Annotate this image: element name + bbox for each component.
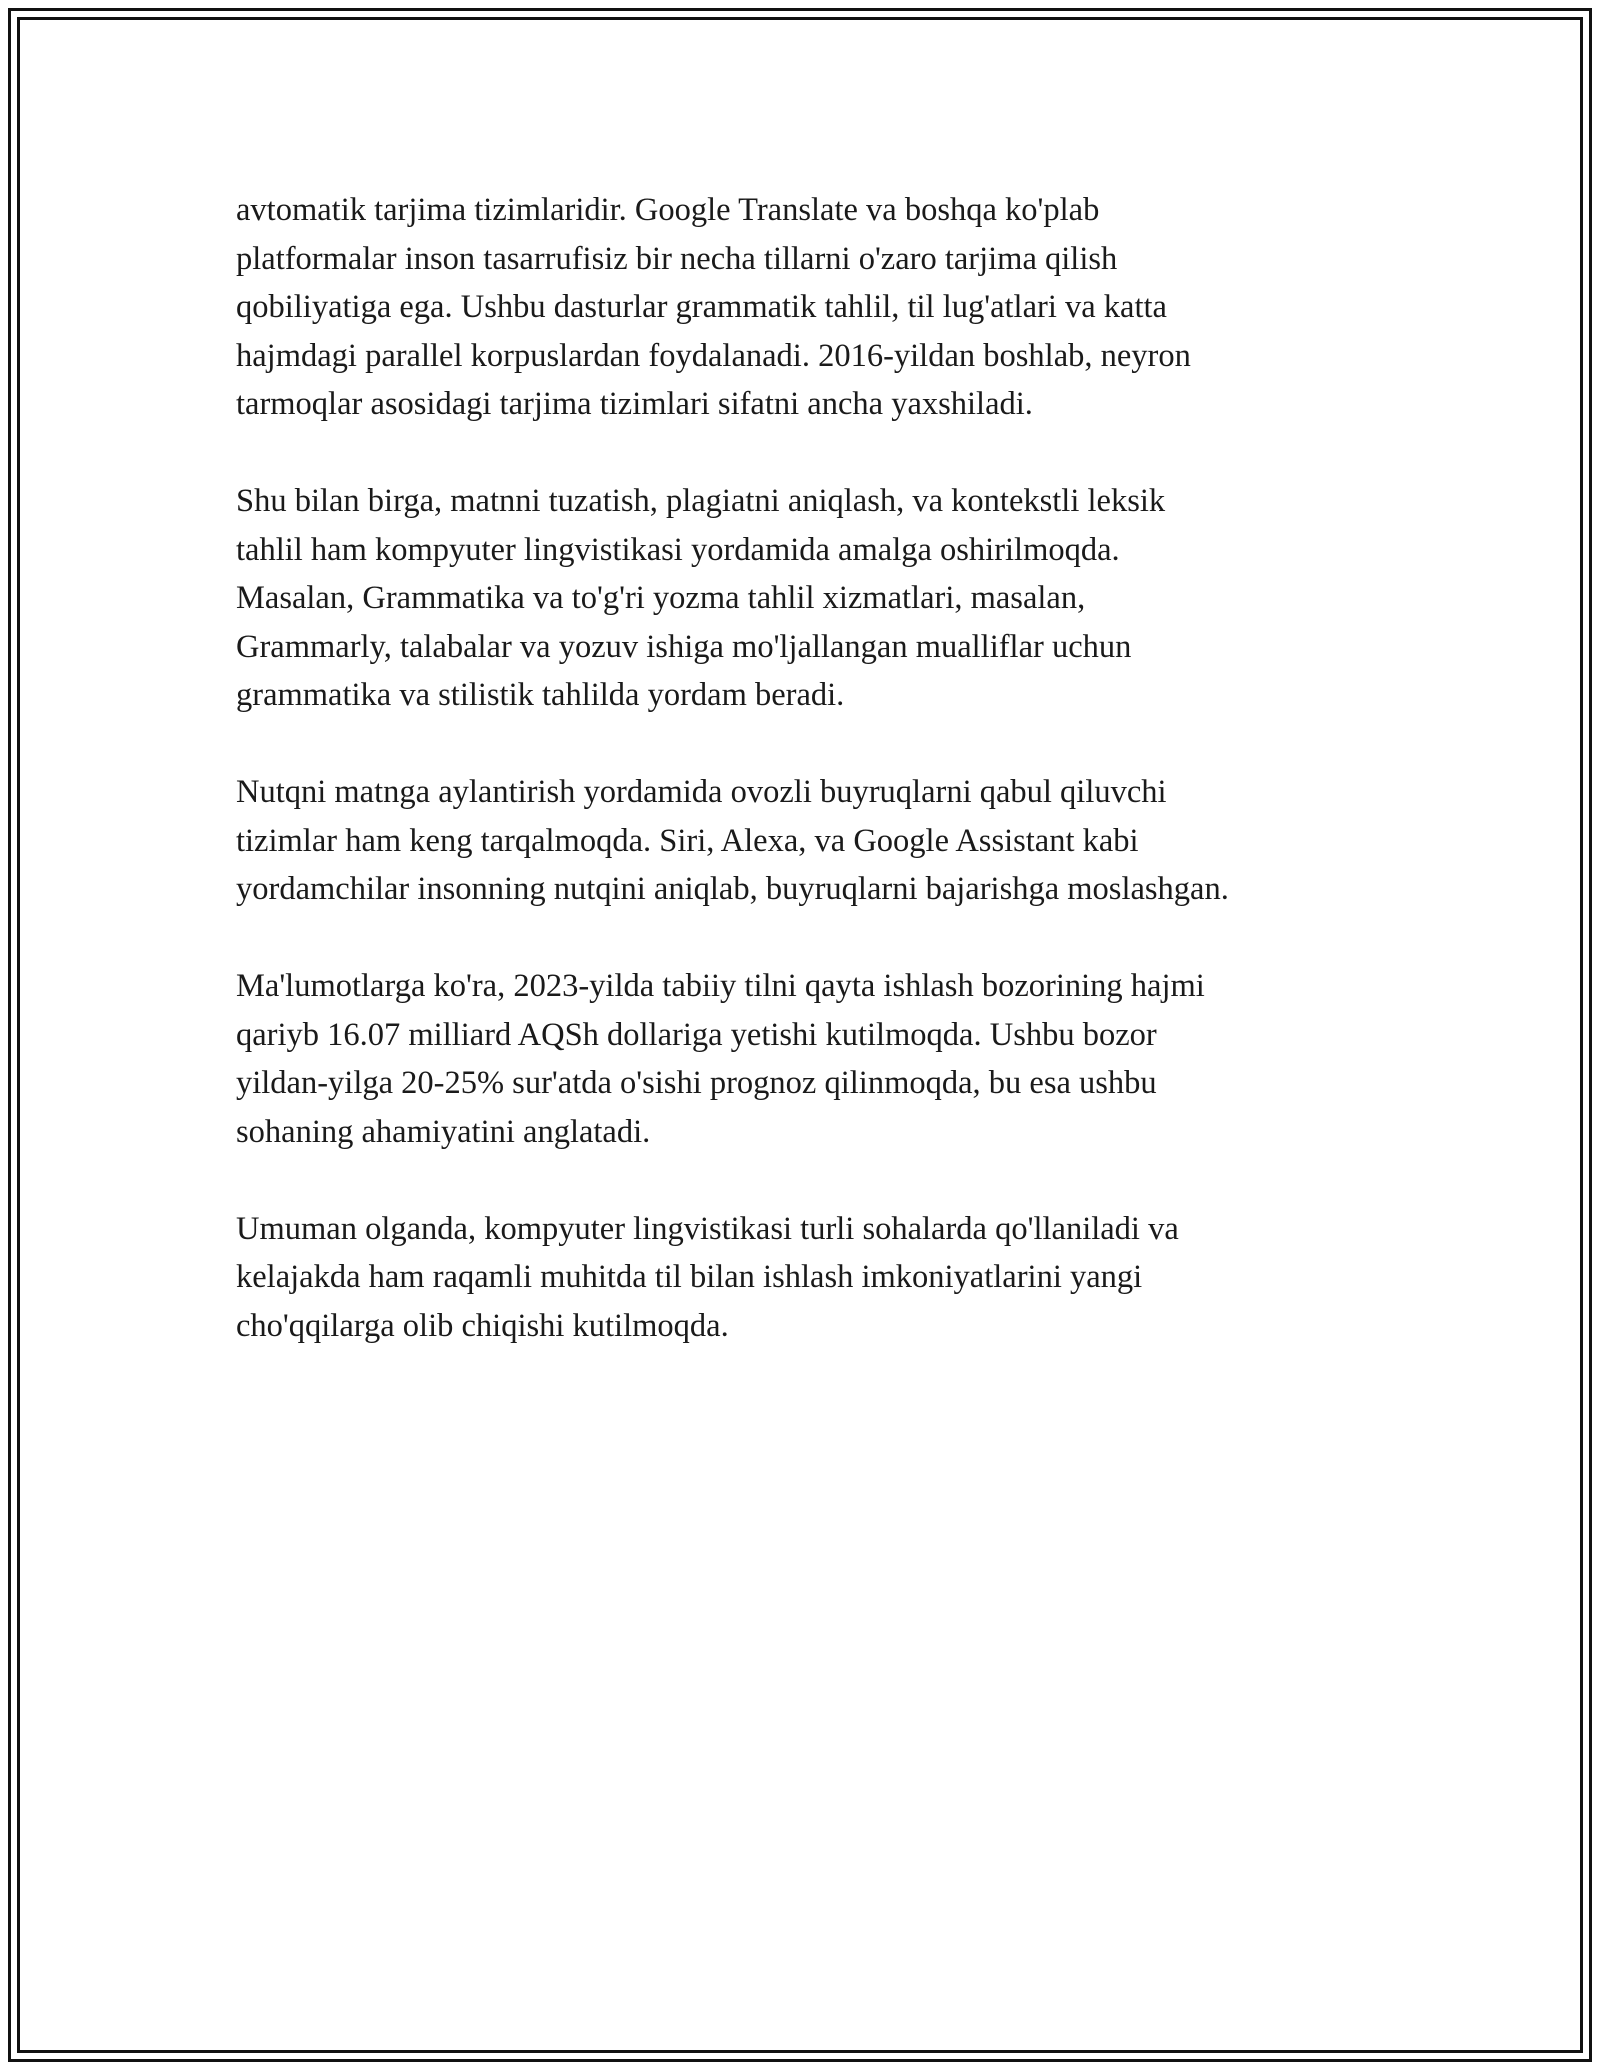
paragraph-speech-recognition: Nutqni matnga aylantirish yordamida ovozli buyruqlarni qabul qiluvchi tizimlar ham keng tarqalmoqda. Siri, Alexa, va Google Assistant kabi yordamchilar insonning nutqini aniqlab, buyruqlarni bajarishga moslashgan. [236,774,1229,907]
paragraph-conclusion: Umuman olganda, kompyuter lingvistikasi turli sohalarda qo'llaniladi va kelajakda ham raqamli muhitda til bilan ishlash imkoniyatlarini yangi cho'qqilarga olib chiqishi kutilmoqda. [236,1210,1179,1344]
paragraph-market-statistics: Ma'lumotlarga ko'ra, 2023-yilda tabiiy tilni qayta ishlash bozorining hajmi qariyb 16.07 milliard AQSh dollariga yetishi kutilmoqda. Ushbu bozor yildan-yilga 20-25% sur'atda o'sishi prognoz qilinmoqda, bu esa ushbu sohaning ahamiyatini anglatadi. [236,968,1205,1150]
paragraph-text-correction: Shu bilan birga, matnni tuzatish, plagiatni aniqlash, va kontekstli leksik tahlil ham kompyuter lingvistikasi yordamida amalga oshirilmoqda. Masalan, Grammatika va to'g'ri yozma tahlil xizmatlari, masalan, Grammarly, talabalar va yozuv ishiga mo'ljallangan mualliflar uchun grammatika va stilistik tahlilda yordam beradi. [236,483,1166,713]
document-body [236,186,1386,1399]
paragraph-machine-translation: avtomatik tarjima tizimlaridir. Google Translate va boshqa ko'plab platformalar inson tasarrufisiz bir necha tillarni o'zaro tarjima qilish qobiliyatiga ega. Ushbu dasturlar grammatik tahlil, til lug'atlari va katta hajmdagi parallel korpuslardan foydalanadi. 2016-yildan boshlab, neyron tarmoqlar asosidagi tarjima tizimlari sifatni ancha yaxshiladi. [236,192,1191,422]
